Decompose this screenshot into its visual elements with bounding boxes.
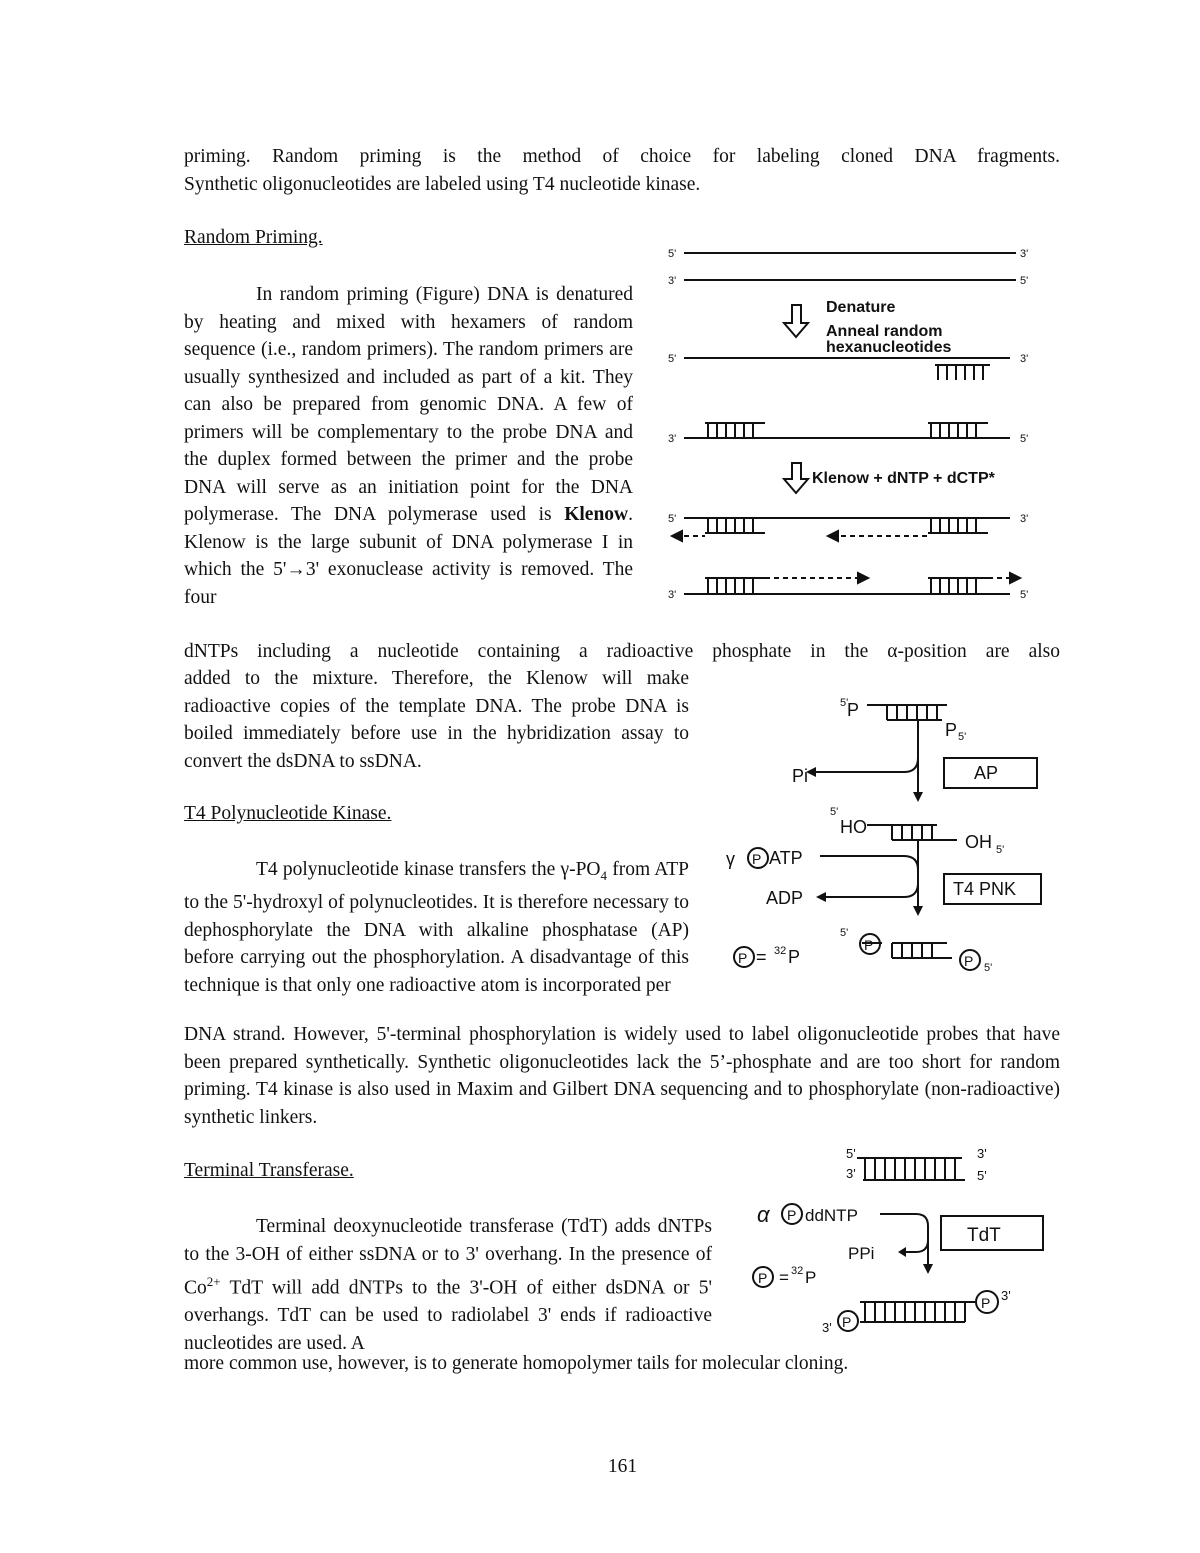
random-priming-heading: Random Priming.: [184, 227, 323, 248]
tdt-label: TdT: [967, 1225, 1001, 1246]
page-number: 161: [607, 1456, 638, 1477]
three-prime-label: 3': [846, 1166, 856, 1181]
phosphate-label: P: [964, 953, 974, 969]
three-prime-label: 3': [1001, 1288, 1011, 1303]
ddntp-label: ddNTP: [805, 1206, 858, 1225]
five-prime-label: 5': [996, 844, 1005, 856]
random-priming-wide-line: dNTPs including a nucleotide containing a radioactive phosphate in the α-position are also: [184, 641, 1060, 662]
strand-end-label: 5': [668, 513, 677, 525]
five-prime-label: 5': [830, 806, 839, 818]
equals-label: =: [779, 1268, 789, 1287]
strand-end-label: 3': [1020, 353, 1029, 365]
five-prime-label: 5': [984, 962, 993, 974]
hydroxyl-label: OH: [965, 832, 992, 852]
strand-end-label: 5': [668, 248, 677, 260]
random-priming-paragraph-1: In random priming (Figure) DNA is denatured by heating and mixed with hexamers of random sequence (i.e., random primers). The random primers are usually synthesized and included as part of a kit. They can also be prepared from genomic DNA. A few of primers will be complementary to the probe DNA and the duplex formed between the primer and the probe DNA will serve as an initiation point for the DNA polymerase. The DNA polymerase used is Klenow. Klenow is the large subunit of DNA polymerase I in which the 5'→3' exonuclease activity is removed. The four: [184, 284, 634, 608]
equals-label: =: [756, 947, 767, 967]
three-prime-label: 3': [822, 1320, 832, 1335]
adp-label: ADP: [766, 888, 804, 908]
five-prime-label: 5': [840, 927, 849, 939]
strand-end-label: 3': [1020, 513, 1029, 525]
five-prime-label: 5': [840, 697, 849, 709]
random-priming-paragraph-2: added to the mixture. Therefore, the Klenow will make radioactive copies of the template DNA. The probe DNA is boiled immediately before use in the hybridization assay to convert the dsDNA to ssDNA.: [184, 668, 689, 772]
p32-superscript: 32: [791, 1265, 804, 1277]
terminal-transferase-heading: Terminal Transferase.: [184, 1160, 354, 1181]
hexanucleotides-label: hexanucleotides: [826, 339, 952, 356]
p32-label: P: [805, 1268, 817, 1287]
five-prime-label: 5': [977, 1168, 987, 1183]
p32-label: P: [788, 947, 801, 967]
p32-superscript: 32: [774, 945, 787, 957]
terminal-transferase-paragraph-1: Terminal deoxynucleotide transferase (TdT) adds dNTPs to the 3-OH of either ssDNA or to 3' overhang. In the presence of $Co^{2+}$ TdT will add dNTPs to the 3'-OH of either dsDNA or 5' overhangs. TdT can be used to radiolabel 3' ends if radioactive nucleotides are used. A: [184, 1216, 712, 1354]
t4-pnk-figure: [722, 688, 1052, 988]
five-prime-label: 5': [958, 731, 967, 743]
anneal-label: Anneal random: [826, 323, 943, 340]
hydroxyl-label: HO: [840, 817, 867, 837]
phosphate-label: P: [752, 851, 762, 867]
phosphate-label: P: [847, 700, 860, 720]
klenow-label: Klenow + dNTP + dCTP*: [812, 470, 995, 487]
extension-arrows: [672, 531, 1020, 583]
tdt-figure: [745, 1140, 1055, 1340]
ppi-label: PPi: [848, 1244, 875, 1263]
strand-end-label: 3': [1020, 248, 1029, 260]
strand-end-label: 5': [1020, 275, 1029, 287]
phosphate-label: P: [787, 1207, 797, 1223]
terminal-transferase-paragraph-2: more common use, however, is to generate homopolymer tails for molecular cloning.: [184, 1353, 849, 1374]
five-prime-label: 5': [846, 1146, 856, 1161]
klenow-bold: Klenow: [564, 504, 629, 525]
strand-end-label: 5': [668, 353, 677, 365]
t4-kinase-paragraph-1: T4 polynucleotide kinase transfers the $\gamma-PO_4$ from ATP to the 5'-hydroxyl of polynucleotides. It is therefore necessary to dephosphorylate the DNA with alkaline phosphatase (AP) before carrying out the phosphorylation. A disadvantage of this technique is that only one radioactive atom is incorporated per: [184, 859, 689, 996]
three-prime-label: 3': [977, 1146, 987, 1161]
phosphate-label: P: [864, 937, 874, 953]
phosphate-label: P: [981, 1295, 991, 1311]
intro-line-1: priming. Random priming is the method of choice for labeling cloned DNA fragments.: [184, 146, 1060, 167]
strand-end-label: 3': [668, 589, 677, 601]
atp-label: ATP: [769, 848, 803, 868]
intro-line-2: Synthetic oligonucleotides are labeled using T4 nucleotide kinase.: [184, 174, 701, 195]
gamma-label: γ: [726, 849, 735, 869]
alpha-label: α: [757, 1202, 770, 1227]
denature-label: Denature: [826, 299, 896, 316]
phosphate-label: P: [842, 1314, 852, 1330]
down-arrow-icon: [784, 305, 808, 493]
strand-end-label: 5': [1020, 589, 1029, 601]
strand-end-label: 3': [668, 275, 677, 287]
t4-kinase-heading: T4 Polynucleotide Kinase.: [184, 803, 392, 824]
phosphate-label: P: [945, 720, 958, 740]
t4-kinase-paragraph-2: DNA strand. However, 5'-terminal phosphorylation is widely used to label oligonucleotide probes that have been prepared synthetically. Synthetic oligonucleotides lack the 5’-phosphate and are too short for random priming. T4 kinase is also used in Maxim and Gilbert DNA sequencing and to phosphorylate (non-radioactive) synthetic linkers.: [184, 1024, 1060, 1128]
random-priming-figure: [660, 240, 1040, 610]
strand-end-label: 3': [668, 433, 677, 445]
phosphate-label: P: [738, 950, 748, 966]
strand-end-label: 5': [1020, 433, 1029, 445]
phosphate-label: P: [758, 1270, 768, 1286]
ap-label: AP: [974, 763, 999, 783]
t4-pnk-label: T4 PNK: [953, 879, 1017, 899]
pi-label: Pi: [792, 766, 809, 786]
